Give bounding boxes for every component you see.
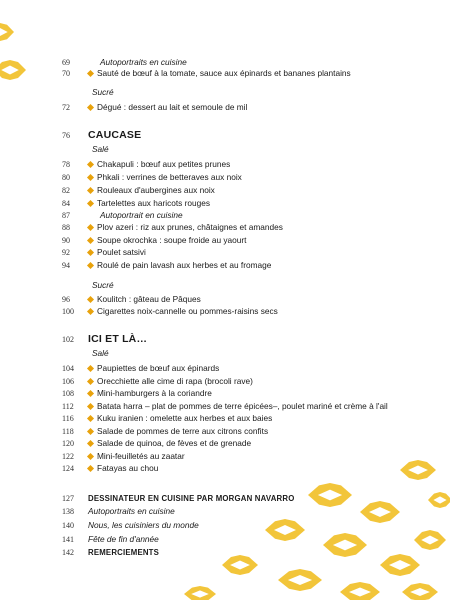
entry-title: Mini-hamburgers à la coriandre (97, 388, 212, 398)
page-number: 69 (62, 58, 70, 67)
entry-title: Cigarettes noix-cannelle ou pommes-raisins secs (97, 306, 278, 316)
entry-title: Nous, les cuisiniers du monde (88, 520, 199, 530)
page-number: 78 (62, 160, 70, 169)
page-number: 141 (62, 535, 74, 544)
entry-title: Fête de fin d'année (88, 534, 159, 544)
entry-title: Tartelettes aux haricots rouges (97, 198, 210, 208)
page-number: 138 (62, 507, 74, 516)
entry-title: Soupe okrochka : soupe froide au yaourt (97, 235, 247, 245)
entry-title: Mini-feuilletés au zaatar (97, 451, 185, 461)
page-number: 94 (62, 261, 70, 270)
entry-title: Autoportraits en cuisine (88, 506, 175, 516)
entry-title: Plov azeri : riz aux prunes, châtaignes et amandes (97, 222, 283, 232)
page-number: 127 (62, 494, 74, 503)
entry-title: Koulitch : gâteau de Pâques (97, 294, 201, 304)
entry-title: Kuku iranien : omelette aux herbes et aux baies (97, 413, 273, 423)
entry-title: Fatayas au chou (97, 463, 159, 473)
page-number: 106 (62, 377, 74, 386)
page-number: 70 (62, 69, 70, 78)
entry-title: Dégué : dessert au lait et semoule de mil (97, 102, 248, 112)
page-number: 80 (62, 173, 70, 182)
entry-title: Sucré (92, 280, 114, 290)
entry-title: Orecchiette alle cime di rapa (brocoli rave) (97, 376, 253, 386)
page-number: 100 (62, 307, 74, 316)
page-number: 142 (62, 548, 74, 557)
entry-title: Salé (92, 144, 109, 154)
entry-title: Batata harra – plat de pommes de terre épicées–, poulet mariné et crème à l'ail (97, 401, 388, 411)
page-number: 96 (62, 295, 70, 304)
entry-title: Poulet satsivi (97, 247, 146, 257)
entry-title: REMERCIEMENTS (88, 548, 160, 557)
entry-title: Sucré (92, 87, 114, 97)
page-number: 102 (62, 335, 74, 344)
entry-title: CAUCASE (88, 129, 142, 141)
page-number: 92 (62, 248, 70, 257)
entry-title: Paupiettes de bœuf aux épinards (97, 363, 220, 373)
page-number: 112 (62, 402, 74, 411)
entry-title: Autoportrait en cuisine (100, 210, 183, 220)
page-number: 72 (62, 103, 70, 112)
page-number: 140 (62, 521, 74, 530)
entry-title: Salade de pommes de terre aux citrons confits (97, 426, 269, 436)
page-number: 87 (62, 211, 70, 220)
page-number: 88 (62, 223, 70, 232)
page-number: 104 (62, 364, 74, 373)
page-number: 120 (62, 439, 74, 448)
page-number: 108 (62, 389, 74, 398)
entry-title: Chakapuli : bœuf aux petites prunes (97, 159, 231, 169)
entry-title: Sauté de bœuf à la tomate, sauce aux épinards et bananes plantains (97, 68, 351, 78)
page-number: 118 (62, 427, 74, 436)
entry-title: DESSINATEUR EN CUISINE PAR MORGAN NAVARRO (88, 494, 295, 503)
page-number: 90 (62, 236, 70, 245)
entry-title: ICI ET LÀ… (88, 333, 148, 345)
entry-title: Rouleaux d'aubergines aux noix (97, 185, 215, 195)
page-number: 84 (62, 199, 70, 208)
page-number: 82 (62, 186, 70, 195)
entry-title: Roulé de pain lavash aux herbes et au fromage (97, 260, 272, 270)
page-number: 76 (62, 131, 70, 140)
entry-title: Salade de quinoa, de fèves et de grenade (97, 438, 252, 448)
entry-title: Salé (92, 348, 109, 358)
entry-title: Phkali : verrines de betteraves aux noix (97, 172, 242, 182)
page-number: 124 (62, 464, 74, 473)
entry-title: Autoportraits en cuisine (100, 57, 187, 67)
page-number: 116 (62, 414, 74, 423)
page-number: 122 (62, 452, 74, 461)
